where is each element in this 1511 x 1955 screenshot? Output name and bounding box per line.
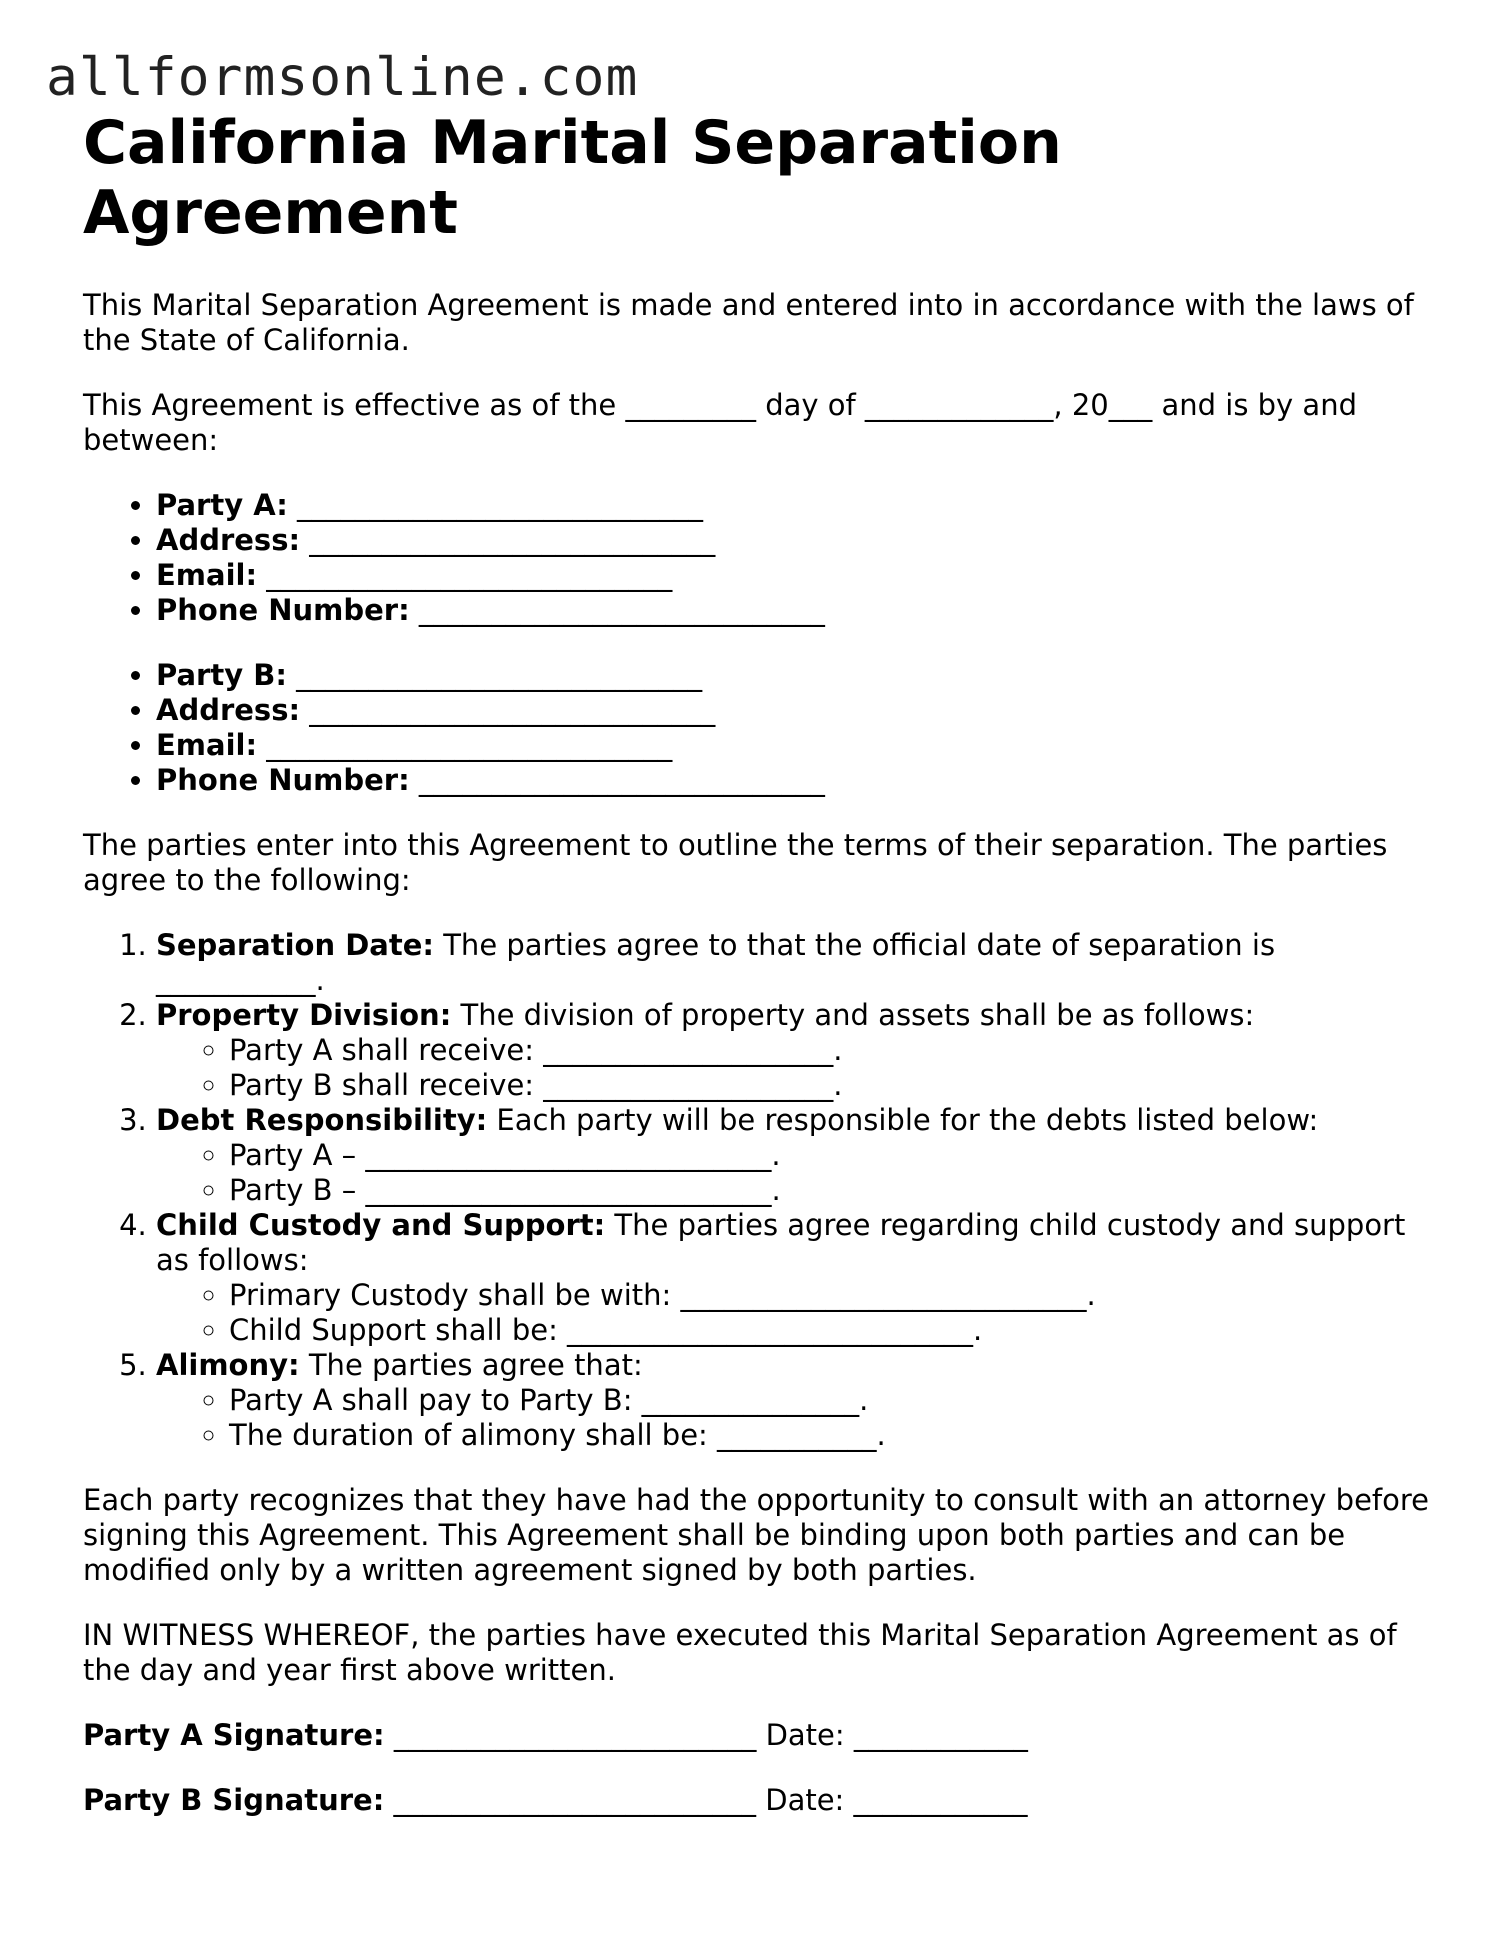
intro-paragraph: This Marital Separation Agreement is made and entered into in accordance with the laws of the State of California. xyxy=(83,288,1414,357)
party-a-email-blank: ____________________________ xyxy=(266,558,673,592)
debt-item: ◦ Party B – ____________________________. xyxy=(229,1173,1443,1208)
debt-item: ◦ Party A – ____________________________. xyxy=(229,1138,1443,1173)
party-b-address-blank: ____________________________ xyxy=(309,693,716,727)
party-a-phone-row: • Phone Number: ____________________________ xyxy=(156,593,1443,628)
party-a-details xyxy=(83,488,1443,628)
party-a-name-blank: ____________________________ xyxy=(297,488,704,522)
party-b-details xyxy=(83,658,1443,798)
party-b-signature-line: Party B Signature: _________________________ Date: ____________ xyxy=(83,1783,1028,1817)
party-b-signature-blank: _________________________ xyxy=(393,1783,757,1817)
party-b-name-row: • Party B: ____________________________ xyxy=(156,658,1443,693)
debt-items xyxy=(156,1138,1443,1208)
effective-date-paragraph: This Agreement is effective as of the _________ day of _____________, 20___ and is by and between: xyxy=(83,388,1357,457)
document-title: California Marital Separation Agreement xyxy=(83,108,1062,248)
term-alimony: 5. Alimony: The parties agree that: ◦ Party A shall pay to Party B: _______________. ◦ The duration of alimony shall be: ___________. xyxy=(156,1348,1443,1453)
watermark: allformsonline.com xyxy=(46,47,639,108)
term-debt-responsibility: 3. Debt Responsibility: Each party will be responsible for the debts listed below: ◦ Party A – ____________________________. ◦ Party B – ____________________________. xyxy=(156,1103,1443,1208)
party-a-name-row: • Party A: ____________________________ xyxy=(156,488,1443,523)
party-a-email-row: • Email: ____________________________ xyxy=(156,558,1443,593)
purpose-paragraph: The parties enter into this Agreement to outline the terms of their separation. The parties agree to the following: xyxy=(83,828,1388,897)
party-a-address-row: • Address: ____________________________ xyxy=(156,523,1443,558)
witness-paragraph: IN WITNESS WHEREOF, the parties have executed this Marital Separation Agreement as of the day and year first above written. xyxy=(83,1618,1397,1687)
party-b-phone-blank: ____________________________ xyxy=(418,763,825,797)
party-a-phone-blank: ____________________________ xyxy=(418,593,825,627)
party-b-name-blank: ____________________________ xyxy=(296,658,703,692)
terms-list xyxy=(83,928,1443,1453)
custody-items xyxy=(156,1278,1443,1348)
property-item: ◦ Party B shall receive: ____________________. xyxy=(229,1068,1443,1103)
alimony-items xyxy=(156,1383,1443,1453)
party-a-signature-line: Party A Signature: _________________________ Date: ____________ xyxy=(83,1718,1028,1752)
custody-item: ◦ Child Support shall be: ____________________________. xyxy=(229,1313,1443,1348)
custody-item: ◦ Primary Custody shall be with: ____________________________. xyxy=(229,1278,1443,1313)
term-child-custody: 4. Child Custody and Support: The parties agree regarding child custody and support as follows: ◦ Primary Custody shall be with: ____________________________. ◦ Child Support shall be: ____________________________. xyxy=(156,1208,1443,1348)
party-a-date-blank: ____________ xyxy=(853,1718,1028,1752)
party-b-date-blank: ____________ xyxy=(853,1783,1028,1817)
term-separation-date: 1. Separation Date: The parties agree to that the official date of separation is ___________. xyxy=(156,928,1443,998)
party-a-signature-blank: _________________________ xyxy=(393,1718,757,1752)
party-b-email-row: • Email: ____________________________ xyxy=(156,728,1443,763)
property-item: ◦ Party A shall receive: ____________________. xyxy=(229,1033,1443,1068)
alimony-item: ◦ The duration of alimony shall be: ___________. xyxy=(229,1418,1443,1453)
document-body xyxy=(83,108,1443,1818)
term-property-division: 2. Property Division: The division of property and assets shall be as follows: ◦ Party A shall receive: ____________________. ◦ Party B shall receive: ____________________. xyxy=(156,998,1443,1103)
alimony-item: ◦ Party A shall pay to Party B: _______________. xyxy=(229,1383,1443,1418)
party-b-email-blank: ____________________________ xyxy=(266,728,673,762)
party-b-phone-row: • Phone Number: ____________________________ xyxy=(156,763,1443,798)
property-items xyxy=(156,1033,1443,1103)
party-b-address-row: • Address: ____________________________ xyxy=(156,693,1443,728)
acknowledgement-paragraph: Each party recognizes that they have had the opportunity to consult with an attorney before signing this Agreement. This Agreement shall be binding upon both parties and can be modified only by a written agreement signed by both parties. xyxy=(83,1483,1429,1587)
party-a-address-blank: ____________________________ xyxy=(309,523,716,557)
